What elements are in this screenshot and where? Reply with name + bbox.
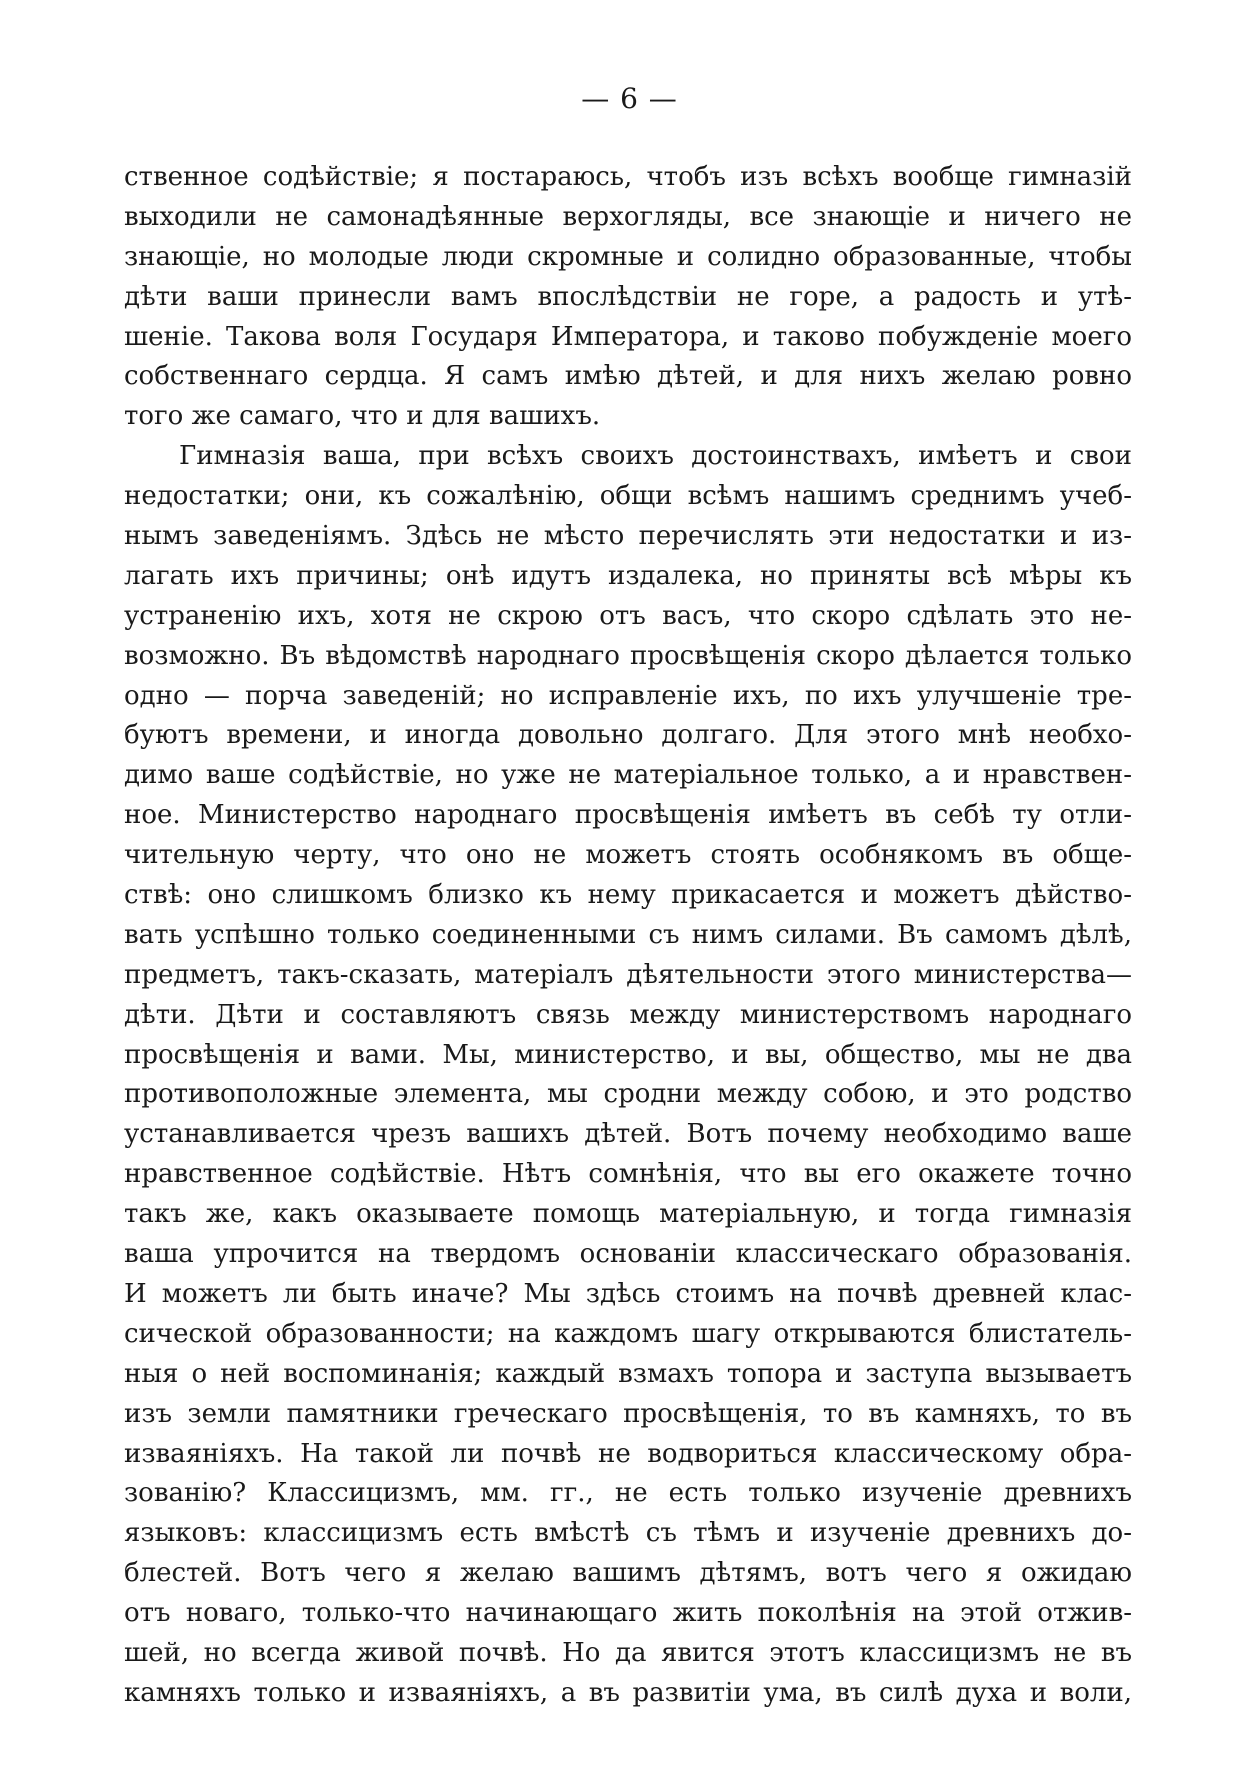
text-line: такъ же, какъ оказываете помощь матеріальную, и тогда гимназія (124, 1199, 1132, 1230)
text-line: Гимназія ваша, при всѣхъ своихъ достоинствахъ, имѣетъ и свои (179, 441, 1132, 472)
text-line: устраненію ихъ, хотя не скрою отъ васъ, что скоро сдѣлать это не- (124, 600, 1132, 631)
text-line: противоположные элемента, мы сродни между собою, и это родство (124, 1079, 1132, 1110)
text-line: предметъ, такъ-сказать, матеріалъ дѣятельности этого министерства— (124, 959, 1132, 990)
text-line: ственное содѣйствіе; я постараюсь, чтобъ изъ всѣхъ вообще гимназій (124, 162, 1132, 192)
text-line: одно — порча заведеній; но исправленіе ихъ, по ихъ улучшеніе тре- (124, 680, 1132, 711)
text-line: ваша упрочится на твердомъ основаніи классическаго образованія. (124, 1239, 1132, 1270)
text-line: дѣти. Дѣти и составляютъ связь между министерствомъ народнаго (124, 999, 1132, 1030)
text-line: И можетъ ли быть иначе? Мы здѣсь стоимъ на почвѣ древней клас- (124, 1278, 1132, 1309)
text-line: изъ земли памятники греческаго просвѣщенія, то въ камняхъ, то въ (124, 1398, 1132, 1429)
text-line: шей, но всегда живой почвѣ. Но да явится этотъ классицизмъ не въ (124, 1637, 1132, 1668)
text-line: собственнаго сердца. Я самъ имѣю дѣтей, и для нихъ желаю ровно (124, 361, 1132, 392)
text-line: просвѣщенія и вами. Мы, министерство, и вы, общество, мы не два (124, 1039, 1132, 1070)
text-line: сической образованности; на каждомъ шагу открываются блистатель- (124, 1318, 1132, 1349)
text-line: камняхъ только и изваяніяхъ, а въ развитіи ума, въ силѣ духа и воли, (124, 1677, 1132, 1708)
text-line: блестей. Вотъ чего я желаю вашимъ дѣтямъ, вотъ чего я ожидаю (124, 1558, 1132, 1589)
text-line: того же самаго, что и для вашихъ. (124, 401, 601, 432)
text-line: языковъ: классицизмъ есть вмѣстѣ съ тѣмъ и изученіе древнихъ до- (124, 1518, 1132, 1549)
text-line: знающіе, но молодые люди скромные и солидно образованные, чтобы (124, 241, 1132, 272)
text-line: шеніе. Такова воля Государя Императора, и таково побужденіе моего (124, 321, 1132, 352)
text-line: отъ новаго, только-что начинающаго жить поколѣнія на этой отжив- (124, 1598, 1132, 1629)
paragraph (124, 158, 1132, 437)
text-line: вать успѣшно только соединенными съ нимъ силами. Въ самомъ дѣлѣ, (124, 919, 1132, 950)
page-number: — 6 — (581, 82, 678, 115)
paragraph (124, 437, 1132, 1714)
text-line: ствѣ: оно слишкомъ близко къ нему прикасается и можетъ дѣйство- (124, 880, 1132, 911)
text-line: нравственное содѣйствіе. Нѣтъ сомнѣнія, что вы его окажете точно (124, 1159, 1132, 1190)
text-line: лагать ихъ причины; онѣ идутъ издалека, но приняты всѣ мѣры къ (124, 560, 1132, 591)
text-line: возможно. Въ вѣдомствѣ народнаго просвѣщенія скоро дѣлается только (124, 640, 1132, 671)
text-line: ныя о ней воспоминанія; каждый взмахъ топора и заступа вызываетъ (124, 1358, 1132, 1389)
text-line: выходили не самонадѣянные верхогляды, все знающіе и ничего не (124, 201, 1132, 232)
text-line: буютъ времени, и иногда довольно долгаго. Для этого мнѣ необхо- (124, 720, 1132, 751)
text-line: нымъ заведеніямъ. Здѣсь не мѣсто перечислять эти недостатки и из- (124, 521, 1132, 552)
text-line: зованію? Классицизмъ, мм. гг., не есть только изученіе древнихъ (124, 1478, 1132, 1509)
text-line: изваяніяхъ. На такой ли почвѣ не водвориться классическому обра- (124, 1438, 1132, 1469)
text-line: недостатки; они, къ сожалѣнію, общи всѣмъ нашимъ среднимъ учеб- (124, 481, 1132, 512)
body-text (124, 158, 1132, 1714)
text-line: дѣти ваши принесли вамъ впослѣдствіи не горе, а радость и утѣ- (124, 281, 1132, 312)
text-line: чительную черту, что оно не можетъ стоять особнякомъ въ обще- (124, 840, 1132, 871)
text-line: ное. Министерство народнаго просвѣщенія имѣетъ въ себѣ ту отли- (124, 800, 1132, 831)
text-line: устанавливается чрезъ вашихъ дѣтей. Вотъ почему необходимо ваше (124, 1119, 1132, 1150)
text-line: димо ваше содѣйствіе, но уже не матеріальное только, а и нравствен- (124, 760, 1132, 791)
